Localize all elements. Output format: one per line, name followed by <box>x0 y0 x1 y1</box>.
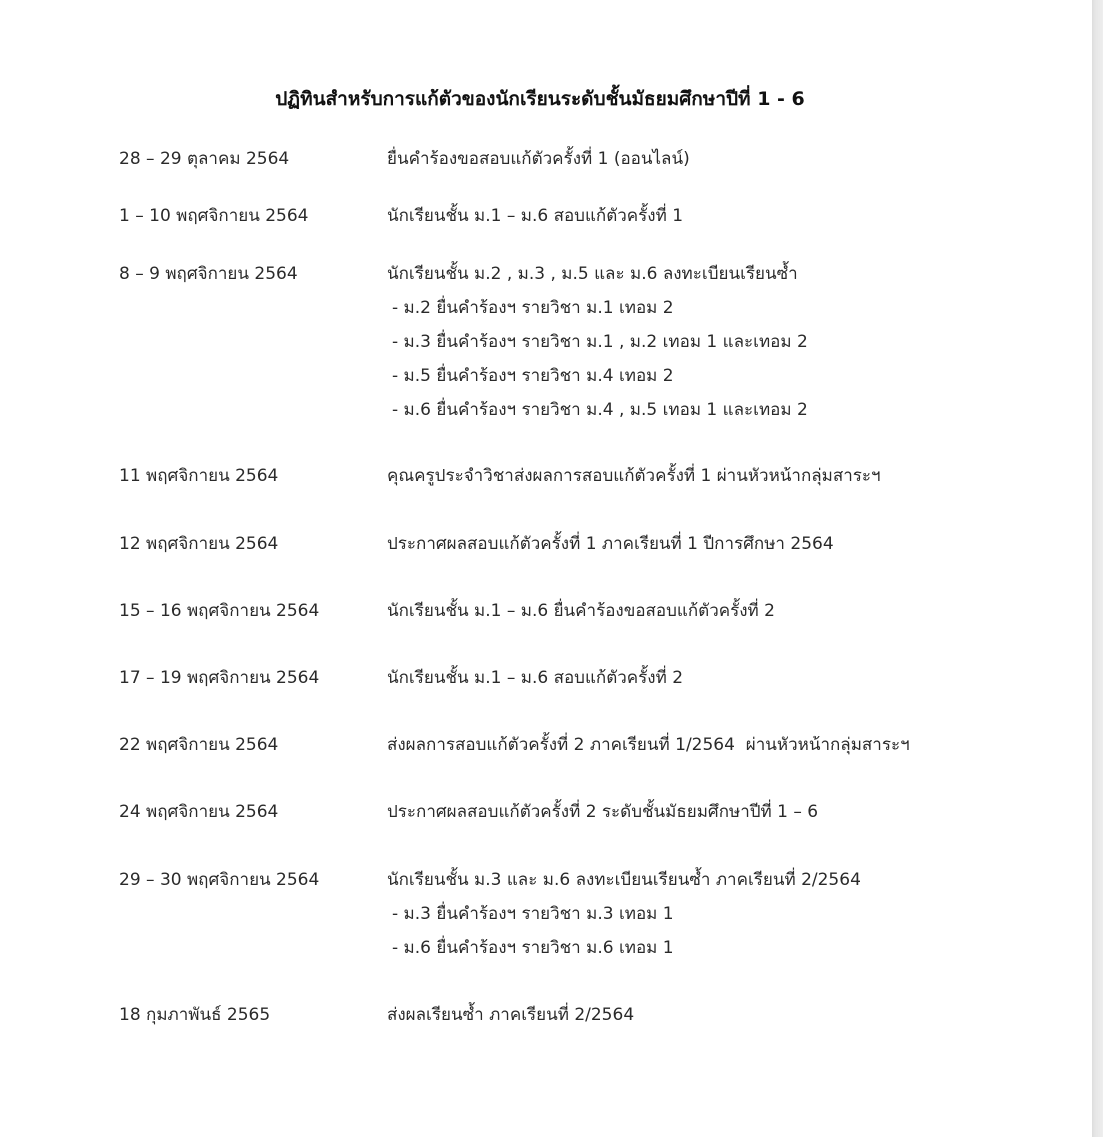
entry-line: ประกาศผลสอบแก้ตัวครั้งที่ 2 ระดับชั้นมัธยมศึกษาปีที่ 1 – 6 <box>387 802 819 822</box>
entry-subline: - ม.2 ยื่นคำร้องฯ รายวิชา ม.1 เทอม 2 <box>392 298 674 318</box>
entry-description <box>387 998 1077 1032</box>
entry-line: ยื่นคำร้องขอสอบแก้ตัวครั้งที่ 1 (ออนไลน์) <box>387 149 690 169</box>
entry-description <box>387 199 1077 233</box>
entry-line: ส่งผลเรียนซ้ำ ภาคเรียนที่ 2/2564 <box>387 1005 635 1025</box>
entry-date: 18 กุมภาพันธ์ 2565 <box>119 1005 271 1025</box>
entry-line: นักเรียนชั้น ม.1 – ม.6 ยื่นคำร้องขอสอบแก้ตัวครั้งที่ 2 <box>387 601 775 621</box>
entry-description <box>387 527 1077 561</box>
entry-date: 24 พฤศจิกายน 2564 <box>119 802 279 822</box>
entry-description <box>387 661 1077 695</box>
entry-line: นักเรียนชั้น ม.3 และ ม.6 ลงทะเบียนเรียนซ้ำ ภาคเรียนที่ 2/2564 <box>387 870 861 890</box>
entry-date: 1 – 10 พฤศจิกายน 2564 <box>119 206 309 226</box>
entry-date: 17 – 19 พฤศจิกายน 2564 <box>119 668 320 688</box>
entry-line: ส่งผลการสอบแก้ตัวครั้งที่ 2 ภาคเรียนที่ 1/2564 ผ่านหัวหน้ากลุ่มสาระฯ <box>387 735 910 755</box>
document-title: ปฏิทินสำหรับการแก้ตัวของนักเรียนระดับชั้นมัธยมศึกษาปีที่ 1 - 6 <box>275 88 805 110</box>
entry-line: ประกาศผลสอบแก้ตัวครั้งที่ 1 ภาคเรียนที่ 1 ปีการศึกษา 2564 <box>387 534 834 554</box>
entry-date: 22 พฤศจิกายน 2564 <box>119 735 279 755</box>
entry-subline: - ม.3 ยื่นคำร้องฯ รายวิชา ม.1 , ม.2 เทอม 1 และเทอม 2 <box>392 332 808 352</box>
entry-subline: - ม.6 ยื่นคำร้องฯ รายวิชา ม.6 เทอม 1 <box>392 938 674 958</box>
entry-description <box>387 142 1077 176</box>
entry-date: 11 พฤศจิกายน 2564 <box>119 466 279 486</box>
entry-description <box>387 459 1077 493</box>
entry-description <box>387 257 1077 427</box>
entry-date: 29 – 30 พฤศจิกายน 2564 <box>119 870 320 890</box>
entry-subline: - ม.6 ยื่นคำร้องฯ รายวิชา ม.4 , ม.5 เทอม 1 และเทอม 2 <box>392 400 808 420</box>
entry-subline: - ม.5 ยื่นคำร้องฯ รายวิชา ม.4 เทอม 2 <box>392 366 674 386</box>
entry-description <box>387 863 1077 965</box>
entry-date: 28 – 29 ตุลาคม 2564 <box>119 149 290 169</box>
entry-date: 8 – 9 พฤศจิกายน 2564 <box>119 264 298 284</box>
entry-line: นักเรียนชั้น ม.1 – ม.6 สอบแก้ตัวครั้งที่ 1 <box>387 206 684 226</box>
entry-line: นักเรียนชั้น ม.2 , ม.3 , ม.5 และ ม.6 ลงทะเบียนเรียนซ้ำ <box>387 264 798 284</box>
entry-description <box>387 594 1077 628</box>
entry-date: 15 – 16 พฤศจิกายน 2564 <box>119 601 320 621</box>
entry-description <box>387 795 1077 829</box>
entry-subline: - ม.3 ยื่นคำร้องฯ รายวิชา ม.3 เทอม 1 <box>392 904 674 924</box>
entry-line: คุณครูประจำวิชาส่งผลการสอบแก้ตัวครั้งที่ 1 ผ่านหัวหน้ากลุ่มสาระฯ <box>387 466 881 486</box>
page-edge-shadow <box>1092 0 1103 1137</box>
entry-line: นักเรียนชั้น ม.1 – ม.6 สอบแก้ตัวครั้งที่ 2 <box>387 668 684 688</box>
entry-description <box>387 728 1077 762</box>
entry-date: 12 พฤศจิกายน 2564 <box>119 534 279 554</box>
